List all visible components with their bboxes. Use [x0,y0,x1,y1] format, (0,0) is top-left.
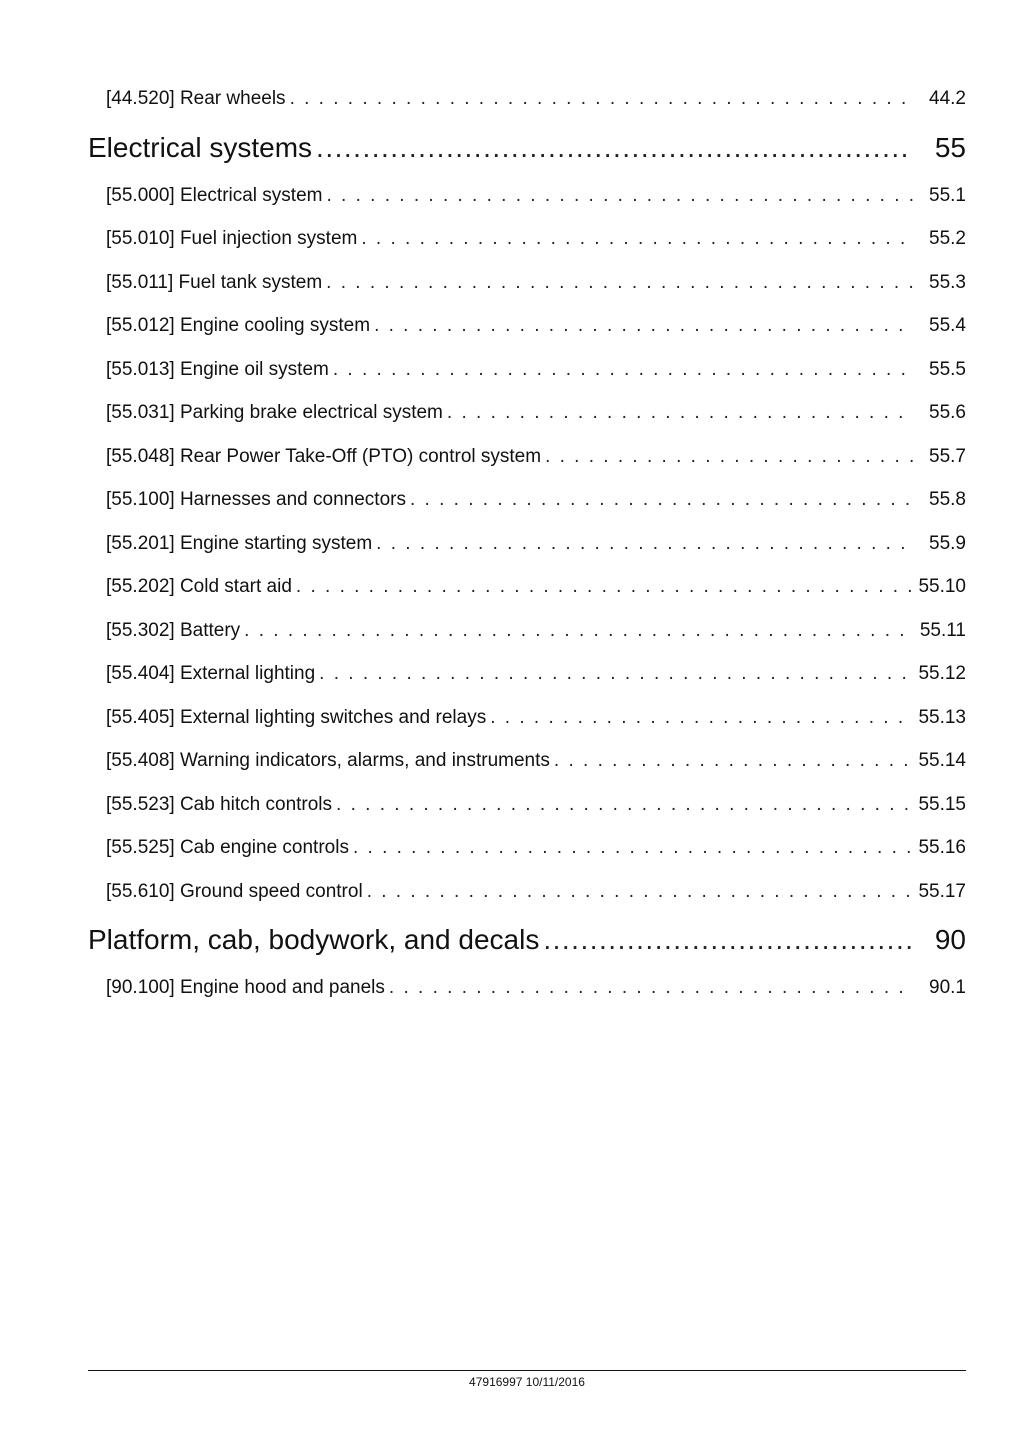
toc-entry[interactable] [88,533,966,557]
toc-entry-page: 55.6 [929,402,966,423]
toc-entry-page: 55.17 [918,881,966,902]
toc-entry-label: [55.523] Cab hitch controls [106,794,333,815]
leader-dots [326,272,914,294]
footer-divider [88,1370,966,1371]
leader-dots [376,533,914,555]
toc-entry[interactable] [88,794,966,818]
toc-entry-label: [44.520] Rear wheels [106,88,286,109]
toc-entry-page: 55.15 [918,794,966,815]
toc-entry-page: 55.14 [918,750,966,771]
toc-entry-page: 55.10 [918,576,966,597]
toc-entry-label: [55.010] Fuel injection system [106,228,358,249]
leader-dots [367,881,913,903]
leader-dots [333,359,914,381]
leader-dots [554,750,913,772]
toc-entry-label: [55.525] Cab engine controls [106,837,349,858]
leader-dots [336,794,912,816]
toc-entry[interactable] [88,359,966,383]
toc-entry-label: [55.610] Ground speed control [106,881,363,902]
toc-entry-label: [55.405] External lighting switches and relays [106,707,487,728]
toc-entry-page: 55.5 [929,359,966,380]
toc-entry-page: 55.2 [929,228,966,249]
leader-dots [290,88,914,110]
toc-entry[interactable] [88,402,966,426]
leader-dots [316,132,912,164]
toc-entry[interactable] [88,272,966,296]
toc-entry[interactable] [88,185,966,209]
toc-entry[interactable] [88,663,966,687]
toc-entry[interactable] [88,88,966,112]
toc-entry-page: 55.16 [918,837,966,858]
toc-entry[interactable] [88,977,966,1001]
toc-entry-page: 55.3 [929,272,966,293]
leader-dots [545,446,914,468]
toc-entry-label: [55.048] Rear Power Take-Off (PTO) control system [106,446,542,467]
toc-section-label: Platform, cab, bodywork, and decals [88,924,540,955]
footer-doc-id: 47916997 10/11/2016 [469,1375,585,1389]
toc-entry-page: 55.12 [918,663,966,684]
toc-entry[interactable] [88,881,966,905]
toc-entry-page: 55.1 [929,185,966,206]
toc-section-label: Electrical systems [88,132,313,163]
toc-entry-page: 55.13 [918,707,966,728]
leader-dots [244,620,914,642]
toc-entry[interactable] [88,489,966,513]
toc-entry[interactable] [88,750,966,774]
toc-entry-label: [55.011] Fuel tank system [106,272,323,293]
toc-section-page: 90 [934,924,966,955]
leader-dots [353,837,913,859]
toc-entry-page: 55.9 [929,533,966,554]
toc-entry[interactable] [88,315,966,339]
toc-entry[interactable] [88,837,966,861]
toc-entry-label: [55.404] External lighting [106,663,316,684]
leader-dots [361,228,914,250]
toc-entry-page: 55.11 [919,620,966,641]
leader-dots [490,707,912,729]
toc-entry[interactable] [88,707,966,731]
toc-entry[interactable] [88,620,966,644]
toc-entry-label: [90.100] Engine hood and panels [106,977,385,998]
toc-entry-label: [55.100] Harnesses and connectors [106,489,406,510]
leader-dots [319,663,912,685]
leader-dots [389,977,914,999]
toc-entry-page: 55.8 [929,489,966,510]
toc-section[interactable] [88,924,966,960]
toc-entry[interactable] [88,446,966,470]
toc-entry-page: 44.2 [929,88,966,109]
toc-section-page: 55 [934,132,966,163]
leader-dots [296,576,913,598]
leader-dots [410,489,914,511]
toc-entry[interactable] [88,576,966,600]
toc-entry-label: [55.302] Battery [106,620,241,641]
toc-entry[interactable] [88,228,966,252]
toc-entry-label: [55.408] Warning indicators, alarms, and instruments [106,750,550,771]
toc-entry-label: [55.000] Electrical system [106,185,323,206]
toc-entry-page: 55.7 [929,446,966,467]
toc-entry-label: [55.201] Engine starting system [106,533,373,554]
toc-entry-label: [55.031] Parking brake electrical system [106,402,443,423]
leader-dots [326,185,914,207]
toc-entry-page: 55.4 [929,315,966,336]
toc-entry-label: [55.013] Engine oil system [106,359,329,380]
toc-entry-label: [55.202] Cold start aid [106,576,292,597]
leader-dots [447,402,914,424]
toc-entry-page: 90.1 [929,977,966,998]
toc-section[interactable] [88,132,966,168]
leader-dots [374,315,914,337]
leader-dots [543,924,912,956]
toc-entry-label: [55.012] Engine cooling system [106,315,371,336]
